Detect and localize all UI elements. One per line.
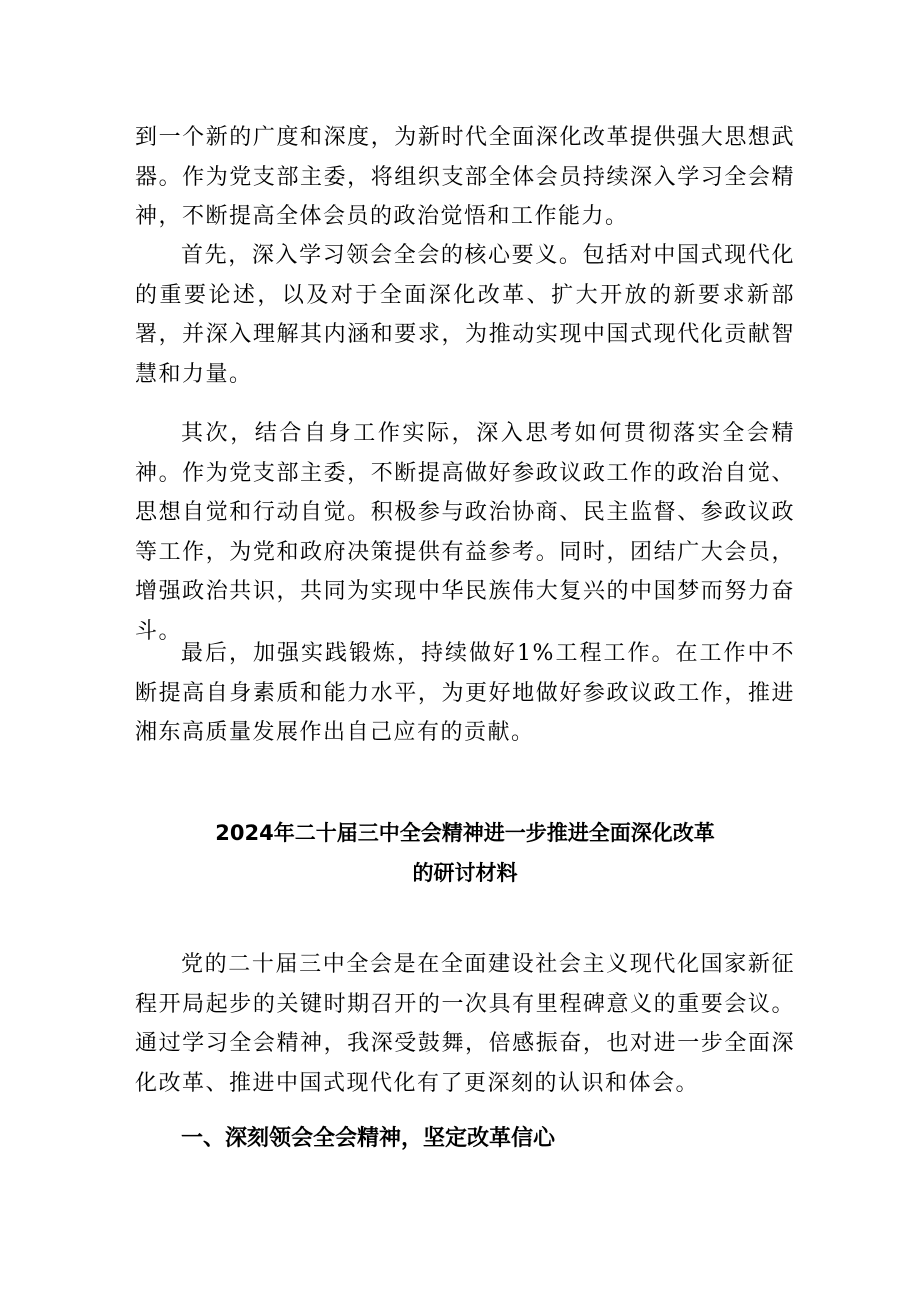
title-line-1: 2024年二十届三中全会精神进一步推进全面深化改革 xyxy=(215,821,715,845)
paragraph-continuation: 到一个新的广度和深度，为新时代全面深化改革提供强大思想武器。作为党支部主委，将组织支部全体会员持续深入学习全会精神，不断提高全体会员的政治觉悟和工作能力。 xyxy=(135,125,795,229)
paragraph-last-point: 最后，加强实践锻炼，持续做好1%工程工作。在工作中不断提高自身素质和能力水平，为更好地做好参政议政工作，推进湘东高质量发展作出自己应有的贡献。 xyxy=(135,641,795,745)
title-line-2: 的研讨材料 xyxy=(412,861,518,885)
paragraph-second-point: 其次，结合自身工作实际，深入思考如何贯彻落实全会精神。作为党支部主委，不断提高做好参政议政工作的政治自觉、思想自觉和行动自觉。积极参与政治协商、民主监督、参政议政等工作，为党和政府决策提供有益参考。同时，团结广大会员，增强政治共识，共同为实现中华民族伟大复兴的中国梦而努力奋斗。 xyxy=(135,421,795,644)
document-title xyxy=(135,813,795,893)
paragraph-first-point: 首先，深入学习领会全会的核心要义。包括对中国式现代化的重要论述，以及对于全面深化改革、扩大开放的新要求新部署，并深入理解其内涵和要求，为推动实现中国式现代化贡献智慧和力量。 xyxy=(135,243,795,387)
section-heading: 一、深刻领会全会精神，坚定改革信心 xyxy=(181,1126,556,1151)
intro-paragraph: 党的二十届三中全会是在全面建设社会主义现代化国家新征程开局起步的关键时期召开的一次具有里程碑意义的重要会议。通过学习全会精神，我深受鼓舞，倍感振奋，也对进一步全面深化改革、推进中国式现代化有了更深刻的认识和体会。 xyxy=(135,952,795,1096)
